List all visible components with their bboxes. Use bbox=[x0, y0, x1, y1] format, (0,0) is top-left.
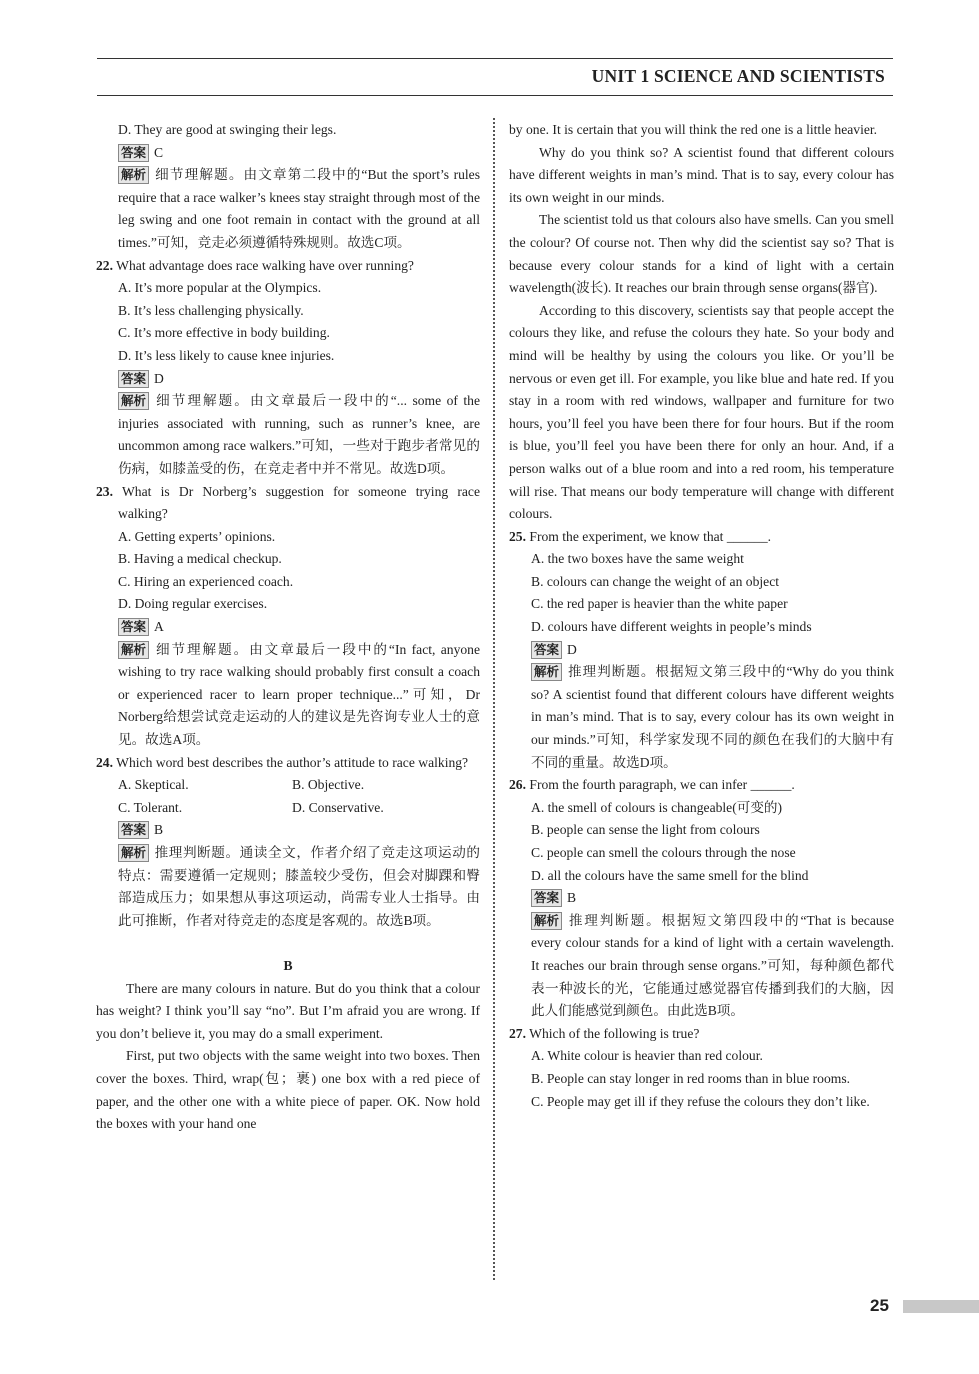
q25-option: D. colours have different weights in people’s minds bbox=[531, 619, 812, 635]
header-rule-bottom bbox=[97, 95, 893, 96]
q24-options-row bbox=[96, 774, 480, 797]
passage-paragraph: There are many colours in nature. But do you think that a colour has weight? I think you’ll say “no”. But I’m afraid you are wrong. If you don’t believe it, you may do a small experiment. bbox=[96, 980, 480, 1041]
q25-option: A. the two boxes have the same weight bbox=[531, 551, 744, 567]
q26-analysis bbox=[509, 910, 894, 1023]
q21-answer: C bbox=[154, 144, 164, 160]
q25-stem bbox=[509, 526, 894, 549]
answer-tag: 答案 bbox=[531, 889, 562, 907]
answer-tag: 答案 bbox=[531, 641, 562, 659]
answer-tag: 答案 bbox=[118, 144, 149, 162]
q25-stem-text: From the experiment, we know that ______. bbox=[529, 528, 772, 544]
q23-analysis-text: 细节理解题。由文章最后一段中的“In fact, anyone wishing to try race walking should probably first consult a coach or experienced racer to learn proper technique...”可知，Dr Norberg给想尝试竞走运动的人的建议是先咨询专业人士的意见。故选A项。 bbox=[118, 641, 480, 748]
q25-analysis-text: 推理判断题。根据短文第三段中的“Why do you think so? A scientist found that different colours have different weights in man’s mind. That is to say, every colour has its own weight in our minds.”可知，科学家发现不同的颜色在我们的大脑中有不同的重量。故选D项。 bbox=[531, 664, 894, 770]
section-heading: B bbox=[283, 957, 293, 973]
q21-analysis bbox=[96, 164, 480, 254]
q23-option: D. Doing regular exercises. bbox=[118, 596, 268, 612]
q27-stem-text: Which of the following is true? bbox=[529, 1025, 700, 1041]
passage-paragraph: Why do you think so? A scientist found that different colours have different weights in man’s mind. That is to say, every colour has its own weight in our minds. bbox=[509, 144, 894, 205]
q22-option: B. It’s less challenging physically. bbox=[118, 302, 304, 318]
q25-answer: D bbox=[567, 641, 577, 657]
q26-option: B. people can sense the light from colours bbox=[531, 822, 760, 838]
q22-answer: D bbox=[154, 370, 164, 386]
q27-option: C. People may get ill if they refuse the colours they don’t like. bbox=[531, 1093, 870, 1109]
q21-option-d: D. They are good at swinging their legs. bbox=[118, 122, 337, 137]
q26-option: C. people can smell the colours through the nose bbox=[531, 845, 796, 860]
q23-answer: A bbox=[154, 619, 164, 635]
analysis-tag: 解析 bbox=[118, 392, 149, 410]
analysis-tag: 解析 bbox=[118, 166, 149, 184]
q23-option: A. Getting experts’ opinions. bbox=[118, 528, 276, 544]
q23-analysis bbox=[96, 639, 480, 752]
q27-stem bbox=[509, 1023, 894, 1046]
passage-paragraph: The scientist told us that colours also have smells. Can you smell the colour? Of course not. Then why did the scientist say so? That is because every colour stands for a kind of light with a certain wavelength(波长). It reaches our brain through sense organs(器官). bbox=[509, 212, 894, 296]
q22-number: 22. bbox=[96, 257, 113, 273]
analysis-tag: 解析 bbox=[118, 844, 149, 862]
q22-option: A. It’s more popular at the Olympics. bbox=[118, 280, 322, 296]
passage-paragraph: by one. It is certain that you will think the red one is a little heavier. bbox=[509, 122, 878, 137]
q23-option: C. Hiring an experienced coach. bbox=[118, 573, 294, 589]
q22-analysis-text: 细节理解题。由文章最后一段中的“... some of the injuries associated with running, such as runner’s knee, are uncommon among race walkers.”可知，一些对于跑步者常见的伤病，如膝盖受的伤，在竞走者中并不常见。故选D项。 bbox=[118, 393, 480, 476]
q24-answer-line bbox=[96, 819, 480, 842]
page-number-bar bbox=[903, 1300, 979, 1313]
q26-stem bbox=[509, 774, 894, 797]
page-number: 25 bbox=[870, 1296, 889, 1315]
q24-option: C. Tolerant. bbox=[118, 799, 183, 815]
q21-answer-line bbox=[96, 142, 480, 165]
unit-title: UNIT 1 SCIENCE AND SCIENTISTS bbox=[591, 66, 885, 86]
q25-analysis bbox=[509, 661, 894, 774]
q26-analysis-text: 推理判断题。根据短文第四段中的“That is because every colour stands for a kind of light with a certain wavelength. It reaches our brain through sense organs.”可知，每种颜色都代表一种波长的光，它能通过感觉器官传播到我们的大脑，因此人们能感觉到颜色。由此选B项。 bbox=[531, 912, 894, 1019]
q24-option: A. Skeptical. bbox=[118, 777, 189, 793]
q25-option: B. colours can change the weight of an object bbox=[531, 573, 779, 589]
header-rule-top bbox=[97, 58, 893, 59]
q26-number: 26. bbox=[509, 777, 526, 793]
right-column bbox=[509, 119, 894, 1113]
q26-stem-text: From the fourth paragraph, we can infer ______. bbox=[529, 777, 795, 793]
q22-option: D. It’s less likely to cause knee injuries. bbox=[118, 347, 335, 363]
analysis-tag: 解析 bbox=[531, 912, 562, 930]
q25-answer-line bbox=[509, 639, 894, 662]
q26-answer-line bbox=[509, 887, 894, 910]
q24-option: B. Objective. bbox=[292, 777, 365, 793]
q26-option: A. the smell of colours is changeable(可变的) bbox=[531, 799, 783, 815]
q24-stem-text: Which word best describes the author’s attitude to race walking? bbox=[116, 754, 469, 770]
q24-number: 24. bbox=[96, 754, 113, 770]
q22-analysis bbox=[96, 390, 480, 480]
q24-analysis-text: 推理判断题。通读全文，作者介绍了竞走这项运动的特点：需要遵循一定规则；膝盖较少受伤，但会对脚踝和臀部造成压力；如果想从事这项运动，尚需专业人士指导。由此可推断，作者对待竞走的态度是客观的。故选B项。 bbox=[118, 845, 480, 928]
q26-answer: B bbox=[567, 890, 577, 906]
q27-number: 27. bbox=[509, 1025, 526, 1041]
q23-number: 23. bbox=[96, 483, 113, 499]
q27-option: A. White colour is heavier than red colour. bbox=[531, 1048, 763, 1064]
q24-options-row bbox=[96, 797, 480, 820]
passage-paragraph: According to this discovery, scientists say that people accept the colours they like, and refuse the colours they hate. So your body and mind will be healthy by using the colours you like. Or you’ll be nervous or even get ill. For example, you like blue and hate red. If you stay in a room with red windows, wallpaper and furniture for two hours, you’ll feel you have been there for four hours. But if the room is blue, you’ll feel you have been there for only an hour. And, if a person walks out of a blue room and into a red room, his temperature will rise. That means our body temperature will change with different colours. bbox=[509, 302, 894, 522]
q26-option: D. all the colours have the same smell for the blind bbox=[531, 867, 809, 883]
q22-answer-line bbox=[96, 368, 480, 391]
q23-option: B. Having a medical checkup. bbox=[118, 551, 282, 567]
q24-answer: B bbox=[154, 822, 164, 838]
q24-option: D. Conservative. bbox=[292, 799, 384, 815]
analysis-tag: 解析 bbox=[118, 641, 149, 659]
answer-tag: 答案 bbox=[118, 821, 149, 839]
passage-paragraph: First, put two objects with the same weight into two boxes. Then cover the boxes. Third, wrap(包；裹) one box with a red piece of paper, and the other one with a white piece of paper. OK. Now hold the boxes with your hand one bbox=[96, 1048, 480, 1132]
q25-number: 25. bbox=[509, 528, 526, 544]
analysis-tag: 解析 bbox=[531, 663, 562, 681]
q24-analysis bbox=[96, 842, 480, 932]
spacer bbox=[96, 932, 480, 955]
q23-answer-line bbox=[96, 616, 480, 639]
q27-option: B. People can stay longer in red rooms than in blue rooms. bbox=[531, 1070, 851, 1086]
q24-stem bbox=[96, 752, 480, 775]
q22-stem bbox=[96, 255, 480, 278]
answer-tag: 答案 bbox=[118, 370, 149, 388]
q22-option: C. It’s more effective in body building. bbox=[118, 325, 330, 341]
answer-tag: 答案 bbox=[118, 618, 149, 636]
q25-option: C. the red paper is heavier than the white paper bbox=[531, 596, 788, 612]
q22-stem-text: What advantage does race walking have over running? bbox=[116, 257, 414, 273]
q23-stem bbox=[96, 481, 480, 526]
column-divider bbox=[493, 118, 495, 1280]
q21-analysis-text: 细节理解题。由文章第二段中的“But the sport’s rules require that a race walker’s knees stay straight through most of the leg swing and one foot remain in contact with the ground at all times.”可知，竞走必须遵循特殊规则。故选C项。 bbox=[118, 167, 480, 250]
q23-stem-text: What is Dr Norberg’s suggestion for someone trying race walking? bbox=[118, 483, 481, 522]
left-column bbox=[96, 119, 480, 1136]
